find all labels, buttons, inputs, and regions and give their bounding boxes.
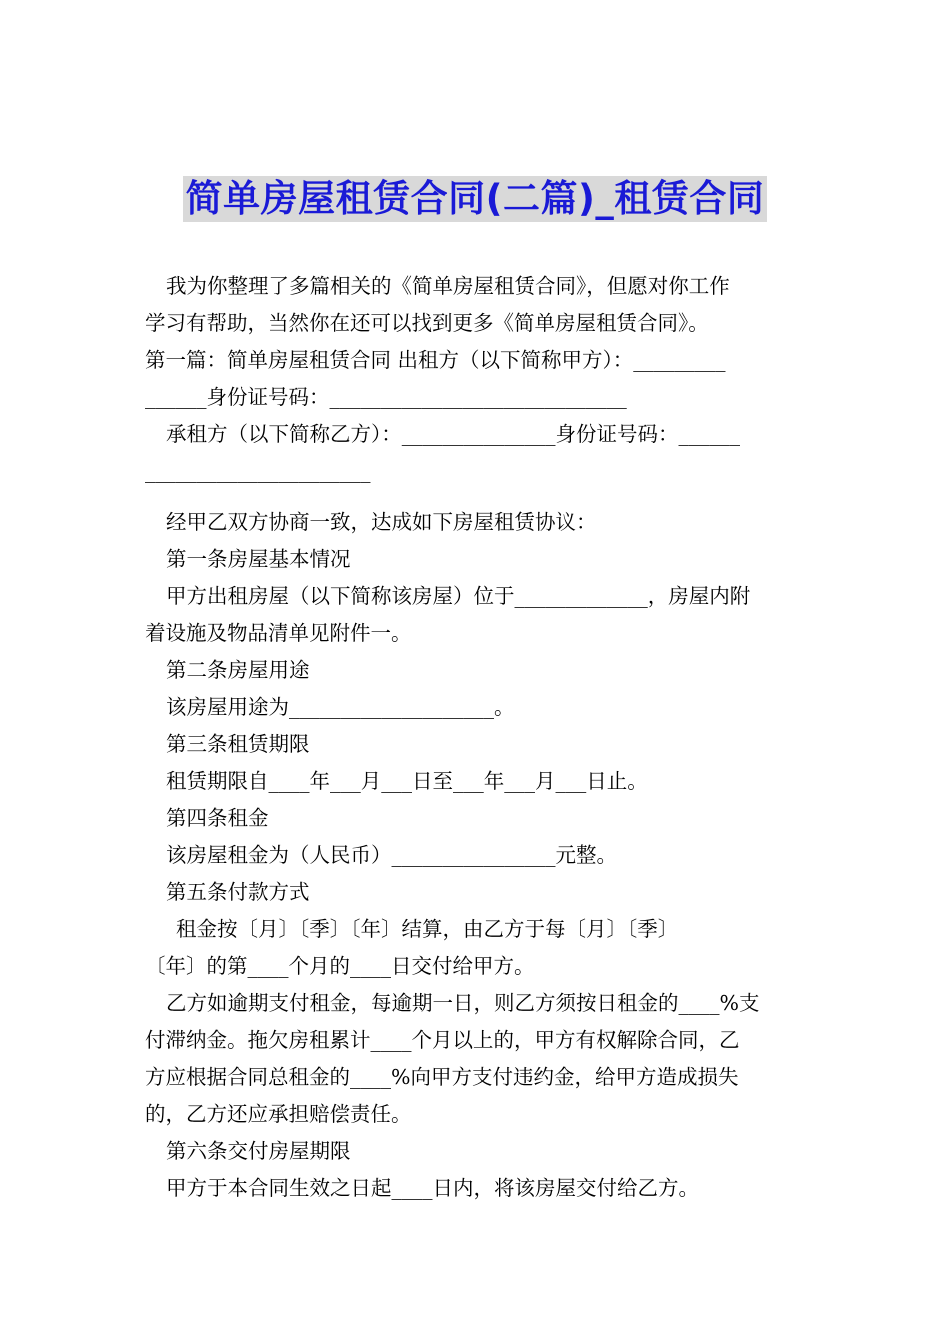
paragraph-line: 第一篇：简单房屋租赁合同 出租方（以下简称甲方）：_________ [145, 348, 726, 372]
title-container [0, 176, 950, 222]
paragraph-line: 乙方如逾期支付租金，每逾期一日，则乙方须按日租金的____%支 [166, 991, 760, 1015]
section-heading: 第六条交付房屋期限 [166, 1139, 351, 1163]
paragraph-line: 承租方（以下简称乙方）：_______________身份证号码：______ [166, 422, 740, 446]
paragraph-line: 学习有帮助，当然你在还可以找到更多《简单房屋租赁合同》。 [145, 311, 709, 335]
section-heading: 第二条房屋用途 [166, 658, 310, 682]
section-heading: 第四条租金 [166, 806, 269, 830]
paragraph-line: 租赁期限自____年___月___日至___年___月___日止。 [166, 769, 648, 793]
paragraph-line: 该房屋用途为____________________。 [166, 695, 515, 719]
paragraph-line: 付滞纳金。拖欠房租累计____个月以上的，甲方有权解除合同，乙 [145, 1028, 740, 1052]
document-title: 简单房屋租赁合同(二篇)_租赁合同 [183, 176, 768, 222]
section-heading: 第三条租赁期限 [166, 732, 310, 756]
paragraph-line: 租金按〔月〕〔季〕〔年〕结算，由乙方于每〔月〕〔季〕 [176, 917, 679, 941]
paragraph-line: ______________________ [145, 459, 371, 483]
paragraph-line: 的，乙方还应承担赔偿责任。 [145, 1102, 412, 1126]
section-heading: 第五条付款方式 [166, 880, 310, 904]
paragraph-line: 着设施及物品清单见附件一。 [145, 621, 412, 645]
paragraph-line: 〔年〕的第____个月的____日交付给甲方。 [145, 954, 535, 978]
section-heading: 第一条房屋基本情况 [166, 547, 351, 571]
document-body [145, 268, 807, 1207]
paragraph-line: 该房屋租金为（人民币）________________元整。 [166, 843, 617, 867]
paragraph-line: 经甲乙双方协商一致，达成如下房屋租赁协议： [166, 510, 597, 534]
paragraph-line: 甲方于本合同生效之日起____日内，将该房屋交付给乙方。 [166, 1176, 699, 1200]
paragraph-line: 甲方出租房屋（以下简称该房屋）位于_____________，房屋内附 [166, 584, 751, 608]
paragraph-line: 方应根据合同总租金的____%向甲方支付违约金，给甲方造成损失 [145, 1065, 739, 1089]
paragraph-line: 我为你整理了多篇相关的《简单房屋租赁合同》，但愿对你工作 [166, 274, 730, 298]
paragraph-line: ______身份证号码：_____________________________ [145, 385, 627, 409]
